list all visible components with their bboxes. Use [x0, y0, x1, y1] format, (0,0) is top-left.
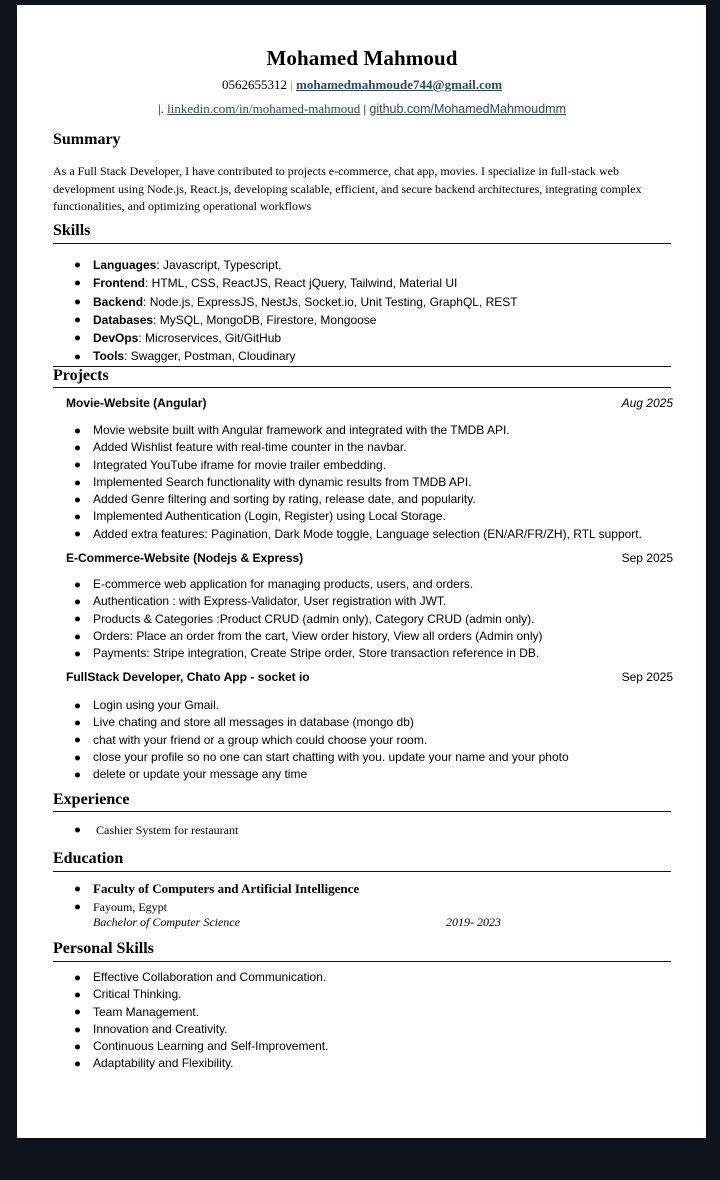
skill-value: : MySQL, MongoDB, Firestore, Mongoose	[153, 312, 377, 327]
skill-item	[53, 329, 671, 347]
personal-skill-item: Innovation and Creativity.	[53, 1021, 671, 1038]
skill-item	[53, 256, 671, 274]
project-bullet: E-commerce web application for managing products, users, and orders.	[53, 576, 671, 593]
projects-heading: Projects	[53, 367, 109, 384]
summary-heading: Summary	[53, 131, 121, 148]
candidate-name: Mohamed Mahmoud	[266, 46, 458, 70]
personal-skill-item: Adaptability and Flexibility.	[53, 1055, 671, 1072]
personal-skill-item: Effective Collaboration and Communication.	[53, 969, 671, 986]
contact-line-1	[53, 77, 671, 93]
project-header	[66, 551, 673, 565]
skill-value: : HTML, CSS, ReactJS, React jQuery, Tailwind, Material UI	[145, 276, 458, 291]
experience-item: Cashier System for restaurant	[53, 821, 671, 839]
prefix-separator: |.	[157, 101, 164, 116]
project-date: Aug 2025	[621, 396, 673, 410]
personal-skills-divider	[53, 961, 671, 962]
education-years: 2019- 2023	[446, 915, 501, 929]
skill-item	[53, 347, 671, 365]
linkedin-link[interactable]: linkedin.com/in/mohamed-mahmoud	[167, 101, 361, 116]
summary-text: As a Full Stack Developer, I have contributed to projects e-commerce, chat app, movies. I specialize in full-stack web development using Node.js, React.js, developing scalable, efficient, and secure backend architectures, integrating complex functionalities, and optimizing operational workflows	[53, 164, 642, 213]
skill-label: Backend	[93, 294, 144, 309]
skill-value: : Swagger, Postman, Cloudinary	[124, 349, 296, 364]
project-bullet: Products & Categories :Product CRUD (admin only), Category CRUD (admin only).	[53, 611, 671, 628]
project-header	[66, 396, 673, 410]
education-faculty: Faculty of Computers and Artificial Intelligence	[53, 880, 671, 898]
skill-label: Tools	[93, 349, 125, 364]
experience-divider	[53, 811, 671, 812]
education-list	[53, 880, 671, 916]
project-bullet: Added Genre filtering and sorting by rating, release date, and popularity.	[53, 491, 671, 508]
project-bullet: Movie website built with Angular framework and integrated with the TMDB API.	[53, 422, 671, 439]
skill-value: : Node.js, ExpressJS, NestJs, Socket.io, Unit Testing, GraphQL, REST	[143, 294, 518, 309]
education-divider	[53, 871, 671, 872]
personal-skill-item: Team Management.	[53, 1004, 671, 1021]
project-bullet: Added extra features: Pagination, Dark Mode toggle, Language selection (EN/AR/FR/ZH), RTL support.	[53, 526, 671, 543]
resume-page	[17, 5, 706, 1138]
project-bullet: Implemented Authentication (Login, Register) using Local Storage.	[53, 508, 671, 525]
project-bullet: Integrated YouTube iframe for movie trailer embedding.	[53, 457, 671, 474]
skills-list	[53, 256, 671, 366]
separator: |	[363, 101, 367, 116]
experience-heading: Experience	[53, 791, 130, 808]
project-name: Movie-Website (Angular)	[66, 396, 207, 410]
project-bullets	[53, 422, 671, 543]
skill-label: Frontend	[93, 276, 145, 291]
education-heading: Education	[53, 850, 124, 867]
education-location: Fayoum, Egypt	[53, 898, 671, 916]
skills-heading: Skills	[53, 222, 91, 239]
project-bullet: Login using your Gmail.	[53, 697, 671, 714]
project-bullet: Orders: Place an order from the cart, View order history, View all orders (Admin only)	[53, 628, 671, 645]
project-bullets	[53, 697, 671, 783]
projects-divider	[53, 387, 671, 388]
experience-list	[53, 821, 671, 839]
project-bullets	[53, 576, 671, 662]
skill-label: DevOps	[93, 331, 139, 346]
contact-line-2	[53, 101, 671, 117]
skill-value: : Microservices, Git/GitHub	[138, 331, 282, 346]
email-link[interactable]: mohamedmahmoude744@gmail.com	[296, 77, 503, 92]
personal-skills-heading: Personal Skills	[53, 940, 154, 957]
project-bullet: delete or update your message any time	[53, 766, 671, 783]
skill-label: Languages	[93, 258, 157, 272]
personal-skill-item: Continuous Learning and Self-Improvement.	[53, 1038, 671, 1055]
skill-value: : Javascript, Typescript,	[156, 258, 282, 272]
skill-item	[53, 274, 671, 292]
skills-divider	[53, 243, 671, 244]
project-bullet: chat with your friend or a group which could choose your room.	[53, 732, 671, 749]
project-name: E-Commerce-Website (Nodejs & Express)	[66, 551, 304, 565]
project-bullet: Added Wishlist feature with real-time counter in the navbar.	[53, 439, 671, 456]
project-bullet: Implemented Search functionality with dynamic results from TMDB API.	[53, 474, 671, 491]
skill-item	[53, 293, 671, 311]
github-link[interactable]: github.com/MohamedMahmoudmm	[369, 102, 566, 116]
project-bullet: Authentication : with Express-Validator, User registration with JWT.	[53, 593, 671, 610]
project-date: Sep 2025	[621, 670, 673, 684]
personal-skills-list	[53, 969, 671, 1073]
project-header	[66, 670, 673, 684]
education-degree: Bachelor of Computer Science	[93, 915, 240, 929]
personal-skill-item: Critical Thinking.	[53, 986, 671, 1003]
skill-item	[53, 311, 671, 329]
skill-label: Databases	[93, 312, 154, 327]
separator: |	[290, 77, 293, 92]
project-name: FullStack Developer, Chato App - socket io	[66, 670, 310, 684]
project-bullet: Payments: Stripe integration, Create Stripe order, Store transaction reference in DB.	[53, 645, 671, 662]
project-date: Sep 2025	[621, 551, 673, 565]
project-bullet: close your profile so no one can start chatting with you. update your name and your photo	[53, 749, 671, 766]
project-bullet: Live chating and store all messages in database (mongo db)	[53, 714, 671, 731]
phone-number: 0562655312	[221, 77, 287, 92]
